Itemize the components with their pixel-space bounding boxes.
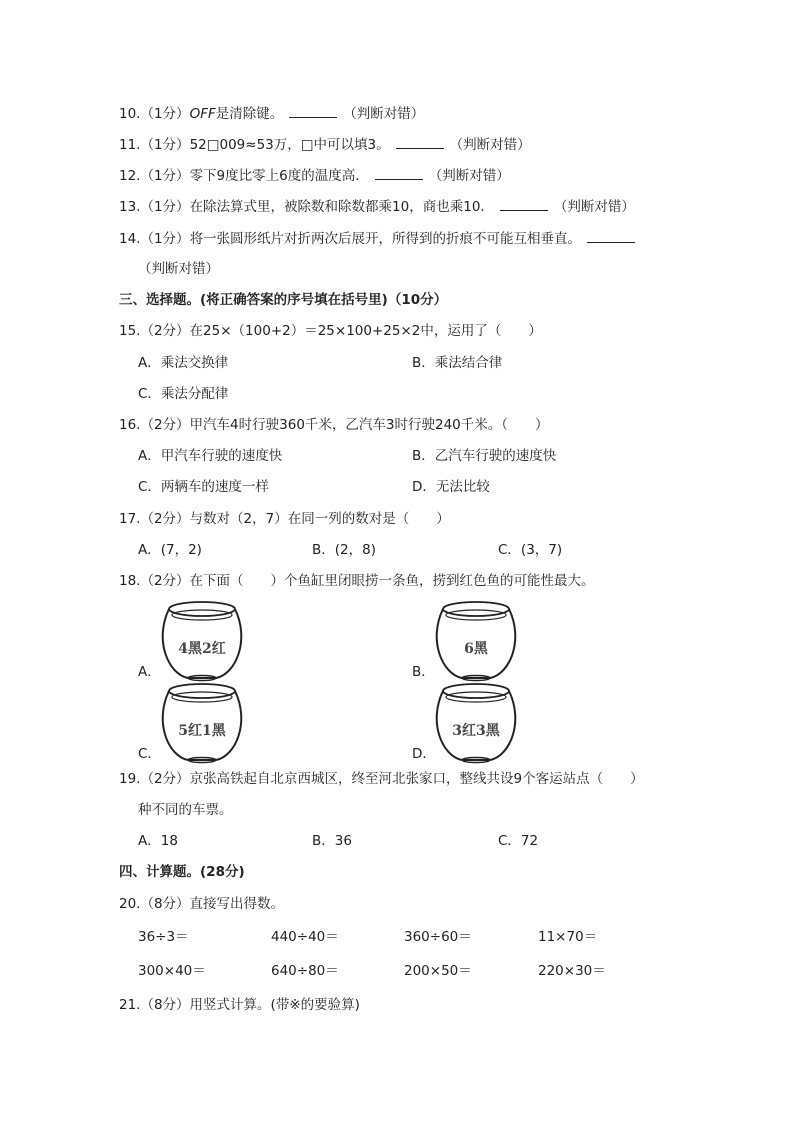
question-number: 11.（1分） <box>119 137 190 153</box>
bowl-label: 6黑 <box>464 641 488 657</box>
question-17-stem: 17.（2分）与数对（2，7）在同一列的数对是（ ） <box>119 511 450 527</box>
q16-option-a[interactable]: A．甲汽车行驶的速度快 <box>138 448 283 464</box>
q15-option-b[interactable]: B．乘法结合律 <box>412 355 503 371</box>
question-12 <box>119 166 510 185</box>
calc-item[interactable]: 360÷60＝ <box>404 929 472 945</box>
question-text: 将一张圆形纸片对折两次后展开，所得到的折痕不可能互相垂直。 <box>189 231 582 247</box>
calc-item[interactable]: 36÷3＝ <box>138 929 189 945</box>
question-suffix: （判断对错） <box>449 137 531 153</box>
calc-item[interactable]: 640÷80＝ <box>271 963 339 979</box>
q19-option-b[interactable]: B．36 <box>312 833 352 849</box>
question-suffix: （判断对错） <box>553 199 635 215</box>
bowl-label: 4黑2红 <box>178 641 226 657</box>
q18-option-d-letter[interactable]: D． <box>412 746 436 762</box>
calc-item[interactable]: 11×70＝ <box>538 929 598 945</box>
answer-blank[interactable] <box>396 135 444 149</box>
question-16-stem: 16.（2分）甲汽车4时行驶360千米，乙汽车3时行驶240千米。（ ） <box>119 417 549 433</box>
answer-blank[interactable] <box>500 197 548 211</box>
q18-option-b-letter[interactable]: B． <box>412 664 435 680</box>
question-10 <box>119 104 424 123</box>
question-18-stem: 18.（2分）在下面（ ）个鱼缸里闭眼捞一条鱼，捞到红色鱼的可能性最大。 <box>119 573 595 589</box>
q16-option-c[interactable]: C．两辆车的速度一样 <box>138 479 269 495</box>
fishbowl-a[interactable] <box>160 600 250 684</box>
question-suffix: （判断对错） <box>428 168 510 184</box>
bowl-label: 3红3黑 <box>452 723 500 739</box>
question-13 <box>119 197 635 216</box>
q17-option-c[interactable]: C．(3，7) <box>498 542 563 558</box>
question-number: 14.（1分） <box>119 231 190 247</box>
question-11 <box>119 135 531 154</box>
q15-option-c[interactable]: C．乘法分配律 <box>138 386 229 402</box>
q19-option-c[interactable]: C．72 <box>498 833 539 849</box>
question-number: 10.（1分） <box>119 106 190 122</box>
q16-option-d[interactable]: D．无法比较 <box>412 479 490 495</box>
off-key-text: OFF <box>189 106 216 122</box>
calc-item[interactable]: 200×50＝ <box>404 963 472 979</box>
question-text: 零下9度比零上6度的温度高． <box>189 168 369 184</box>
answer-blank[interactable] <box>375 166 423 180</box>
bowl-label: 5红1黑 <box>178 723 226 739</box>
question-text: 是清除键。 <box>215 106 284 122</box>
answer-blank[interactable] <box>587 229 635 243</box>
fishbowl-c[interactable] <box>160 682 250 766</box>
question-text: 52□009≈53万，□中可以填3。 <box>189 137 390 153</box>
calc-item[interactable]: 220×30＝ <box>538 963 606 979</box>
question-15-stem: 15.（2分）在25×（100+2）＝25×100+25×2中，运用了（ ） <box>119 323 542 339</box>
question-suffix: （判断对错） <box>343 106 425 122</box>
fishbowl-d[interactable] <box>434 682 524 766</box>
question-number: 13.（1分） <box>119 199 190 215</box>
answer-blank[interactable] <box>289 104 337 118</box>
question-21-stem: 21.（8分）用竖式计算。(带※的要验算) <box>119 997 360 1013</box>
calc-item[interactable]: 440÷40＝ <box>271 929 339 945</box>
calc-item[interactable]: 300×40＝ <box>138 963 206 979</box>
q17-option-b[interactable]: B．(2，8) <box>312 542 376 558</box>
q18-option-a-letter[interactable]: A． <box>138 664 161 680</box>
fishbowl-b[interactable] <box>434 600 524 684</box>
question-14-suffix: （判断对错） <box>138 261 219 277</box>
question-14 <box>119 229 641 248</box>
question-20-stem: 20.（8分）直接写出得数。 <box>119 896 285 912</box>
question-19-stem-cont: 种不同的车票。 <box>138 802 233 818</box>
q19-option-a[interactable]: A．18 <box>138 833 178 849</box>
q17-option-a[interactable]: A．(7，2) <box>138 542 202 558</box>
question-number: 12.（1分） <box>119 168 190 184</box>
q15-option-a[interactable]: A．乘法交换律 <box>138 355 229 371</box>
question-19-stem: 19.（2分）京张高铁起自北京西城区，终至河北张家口，整线共设9个客运站点（ ） <box>119 771 644 787</box>
section-4-title: 四、计算题。(28分) <box>119 864 245 880</box>
q16-option-b[interactable]: B．乙汽车行驶的速度快 <box>412 448 557 464</box>
q18-option-c-letter[interactable]: C． <box>138 746 161 762</box>
question-text: 在除法算式里，被除数和除数都乘10，商也乘10． <box>189 199 494 215</box>
section-3-title: 三、选择题。(将正确答案的序号填在括号里)（10分） <box>119 292 448 308</box>
